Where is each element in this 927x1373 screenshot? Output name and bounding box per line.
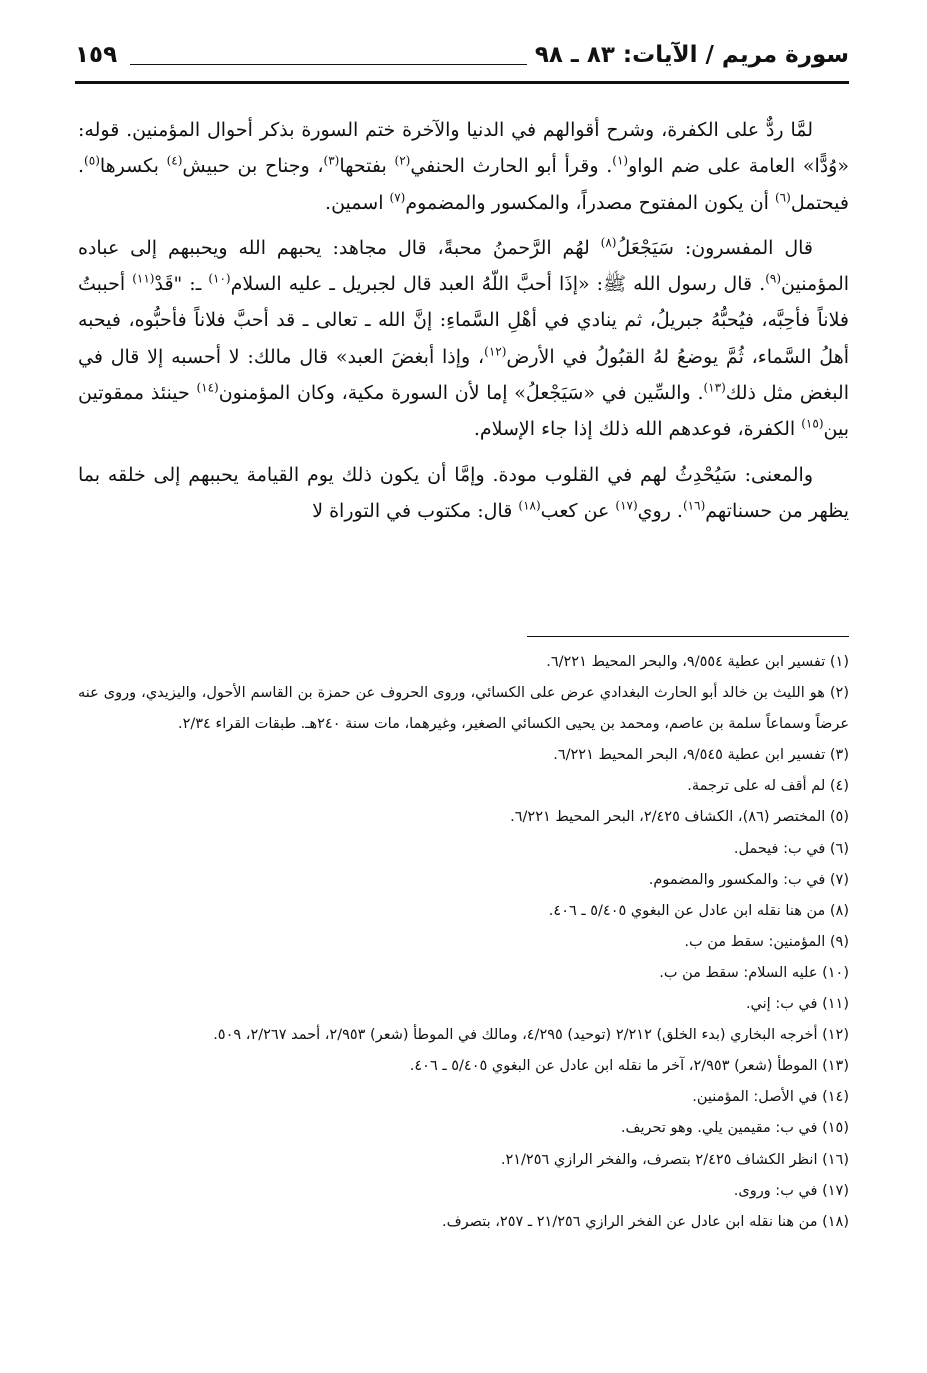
running-title: سورة مريم / الآيات: ٨٣ ـ ٩٨: [534, 42, 849, 68]
header-dash-line: [130, 64, 527, 65]
footnote-marker[interactable]: (١١): [132, 271, 155, 286]
paragraph-text: بفتحها: [339, 155, 395, 178]
paragraph-text: . قال رسول الله ﷺ: «إذَا أحبَّ اللّهُ العبد قال لجبريل ـ عليه السلام: [230, 273, 766, 296]
footnote-marker[interactable]: (١٧): [615, 498, 638, 513]
footnote-marker[interactable]: (٨): [600, 235, 617, 250]
paragraph-text: حينئذ ممقوتين بين: [78, 382, 849, 441]
footnote-marker[interactable]: (١٦): [682, 498, 706, 513]
paragraph-text: ـ: "قَدْ: [154, 273, 209, 296]
footnote-item: (١٦) انظر الكشاف ٢/٤٢٥ بتصرف، والفخر الرازي ٢١/٢٥٦.: [500, 1151, 849, 1168]
paragraph: [78, 112, 849, 221]
main-text: [78, 112, 849, 538]
paragraph-text: اسمين.: [325, 191, 390, 214]
footnote-item: (١٣) الموطأ (شعر) ٢/٩٥٣، آخر ما نقله ابن عادل عن البغوي ٥/٤٠٥ ـ ٤٠٦.: [409, 1058, 849, 1075]
footnote-item: (٧) في ب: والمكسور والمضموم.: [648, 871, 849, 888]
footnote-marker[interactable]: (٧): [389, 190, 406, 205]
paragraph-text: . وقرأ أبو الحارث الحنفي: [410, 155, 613, 178]
footnote-marker[interactable]: (٤): [166, 153, 183, 168]
footnote-item: (٥) المختصر (٨٦)، الكشاف ٢/٤٢٥، البحر المحيط ٦/٢٢١.: [510, 809, 849, 826]
paragraph-text: ، وجناح بن حبيش: [182, 155, 324, 178]
footnote-item: (١٢) أخرجه البخاري (بدء الخلق) ٢/٢١٢ (توحيد) ٤/٢٩٥، ومالك في الموطأ (شعر) ٢/٩٥٣، أحمد ٢/٢٦٧، ٥٠٩.: [213, 1027, 849, 1044]
footnote-separator: [527, 636, 849, 637]
paragraph-text: أن يكون المفتوح مصدراً، والمكسور والمضموم: [405, 191, 775, 214]
footnote-item: (٨) من هنا نقله ابن عادل عن البغوي ٥/٤٠٥ ـ ٤٠٦.: [548, 902, 849, 919]
paragraph-text: قال المفسرون: سَيَجْعَلُ: [616, 236, 814, 259]
footnote-marker[interactable]: (٢): [394, 153, 411, 168]
footnote-marker[interactable]: (١٢): [484, 344, 507, 359]
paragraph-text: ، وإذا أبغضَ العبد» قال مالك: لا أحسبه إلا قال في البغض مثل ذلك: [78, 345, 849, 405]
footnote-marker[interactable]: (١٨): [518, 498, 541, 513]
paragraph-text: عن كعب: [540, 499, 616, 522]
paragraph: [78, 457, 849, 530]
footnote-item: (١١) في ب: إني.: [745, 996, 849, 1013]
paragraph-text: قال: مكتوب في التوراة لا: [312, 499, 519, 522]
footnotes-list: [78, 647, 849, 1238]
footnote-item: (١٥) في ب: مقيمين يلي. وهو تحريف.: [620, 1120, 849, 1137]
footnote-item: (٤) لم أقف له على ترجمة.: [687, 778, 849, 795]
paragraph-text: والمعنى: سَيُحْدِثُ لهم في القلوب مودة. وإمَّا أن يكون ذلك يوم القيامة يحببهم إلى خلقه بما يظهر من حسناتهم: [78, 463, 849, 522]
paragraph-text: . والسِّين في «سَيَجْعلُ» إما لأن السورة مكية، وكان المؤمنون: [218, 382, 704, 405]
footnote-item: (١٤) في الأصل: المؤمنين.: [692, 1089, 849, 1106]
footnote-item: (٦) في ب: فيحمل.: [733, 840, 849, 857]
paragraph: [78, 230, 849, 448]
footnote-item: (٩) المؤمنين: سقط من ب.: [684, 933, 849, 950]
footnote-marker[interactable]: (١٤): [196, 380, 219, 395]
footnote-item: (١) تفسير ابن عطية ٩/٥٥٤، والبحر المحيط ٦/٢٢١.: [546, 654, 849, 670]
paragraph-text: لمَّا ردٌّ على الكفرة، وشرح أقوالهم في الدنيا والآخرة ختم السورة بذكر أحوال المؤمنين. قوله: «وُدًّا» العامة على ضم الواو: [78, 119, 849, 178]
footnote-marker[interactable]: (٩): [765, 271, 782, 286]
paragraph-text: لهُم الرَّحمنُ محبةً، قال مجاهد: يحبهم الله ويحببهم إلى عباده المؤمنين: [78, 236, 850, 296]
footnote-item: (٢) هو الليث بن خالد أبو الحارث البغدادي عرض على الكسائي، وروى الحروف عن حمزة بن القاسم الأحول، واليزيدي، وروى عنه عرضاً وسماعاً سلمة بن عاصم، ومحمد بن يحيى الكسائي الصغير، وغيرهما، مات سنة ٢٤٠هـ. طبقات القراء ٢/٣٤.: [78, 685, 849, 733]
footnote-marker[interactable]: (١٥): [801, 417, 824, 432]
footnote-marker[interactable]: (١): [612, 153, 629, 168]
paragraph-text: . فيحتمل: [78, 155, 849, 214]
paragraph-text: . روي: [637, 499, 683, 522]
page-number: ١٥٩: [75, 42, 118, 68]
footnote-marker[interactable]: (٣): [323, 153, 340, 168]
footnote-item: (٣) تفسير ابن عطية ٩/٥٤٥، البحر المحيط ٦/٢٢١.: [553, 747, 849, 764]
running-header: [75, 38, 849, 84]
footnote-marker[interactable]: (١٣): [703, 380, 726, 395]
header-rule: [75, 81, 849, 84]
paragraph-text: بكسرها: [99, 155, 167, 178]
footnote-item: (١٠) عليه السلام: سقط من ب.: [659, 964, 849, 981]
paragraph-text: أحببتُ فلاناً فأحِبَّه، فيُحبُّهُ جبريلُ، ثم ينادي في أهْلِ السَّماءِ: إنَّ الله ـ تعالى ـ قد أحبَّ فلاناً فأحبُّوه، فيحبه أهلُ السَّماء، ثُمَّ يوضعُ لهُ القبُولُ في الأرض: [78, 273, 849, 368]
footnote-item: (١٧) في ب: وروى.: [733, 1182, 849, 1199]
footnote-marker[interactable]: (٦): [774, 190, 791, 205]
footnote-item: (١٨) من هنا نقله ابن عادل عن الفخر الرازي ٢١/٢٥٦ ـ ٢٥٧، بتصرف.: [442, 1213, 849, 1230]
footnote-marker[interactable]: (٥): [84, 153, 100, 168]
footnote-marker[interactable]: (١٠): [208, 271, 231, 286]
paragraph-text: الكفرة، فوعدهم الله ذلك إذا جاء الإسلام.: [473, 418, 802, 441]
